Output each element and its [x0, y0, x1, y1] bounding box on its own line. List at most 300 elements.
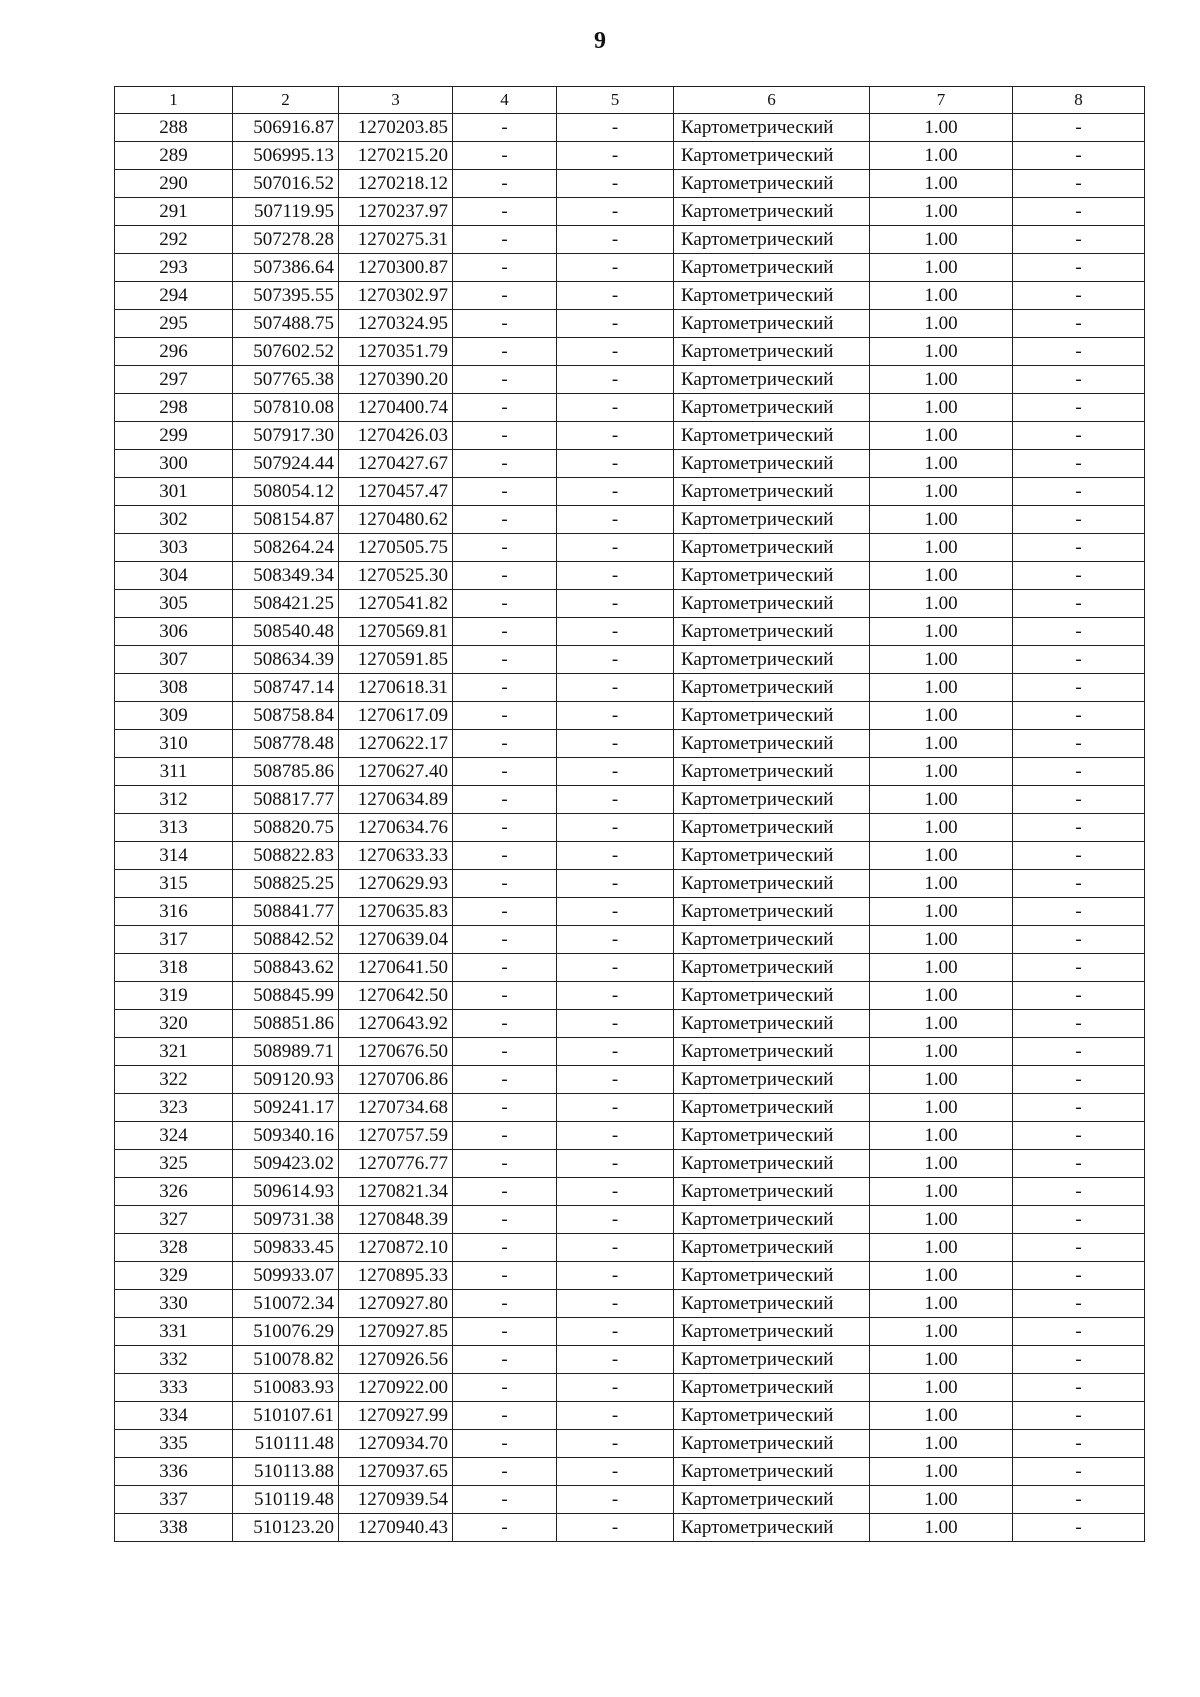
cell-coord-x: 507278.28 [233, 226, 339, 254]
cell-coord-x: 510119.48 [233, 1486, 339, 1514]
cell-col-4-value: - [453, 562, 557, 590]
cell-coord-y: 1270639.04 [339, 926, 453, 954]
cell-method: Картометрический [674, 1486, 870, 1514]
cell-coord-x: 507810.08 [233, 394, 339, 422]
cell-col-4-value: - [453, 1402, 557, 1430]
cell-accuracy: 1.00 [870, 1066, 1013, 1094]
table-row [115, 422, 1145, 450]
table-row [115, 450, 1145, 478]
cell-point-number: 303 [115, 534, 233, 562]
cell-col-4-value: - [453, 1150, 557, 1178]
cell-point-number: 313 [115, 814, 233, 842]
cell-method: Картометрический [674, 730, 870, 758]
cell-col-8-value: - [1013, 870, 1145, 898]
cell-col-4-value: - [453, 1486, 557, 1514]
cell-point-number: 311 [115, 758, 233, 786]
cell-accuracy: 1.00 [870, 366, 1013, 394]
cell-method: Картометрический [674, 1514, 870, 1542]
cell-col-5-value: - [557, 478, 674, 506]
cell-coord-y: 1270203.85 [339, 114, 453, 142]
cell-col-4-value: - [453, 1458, 557, 1486]
cell-coord-x: 508817.77 [233, 786, 339, 814]
cell-coord-x: 508785.86 [233, 758, 339, 786]
cell-col-5-value: - [557, 1262, 674, 1290]
cell-col-8-value: - [1013, 1514, 1145, 1542]
cell-method: Картометрический [674, 142, 870, 170]
table-row [115, 1234, 1145, 1262]
cell-point-number: 329 [115, 1262, 233, 1290]
cell-method: Картометрический [674, 198, 870, 226]
cell-method: Картометрический [674, 254, 870, 282]
cell-col-5-value: - [557, 1290, 674, 1318]
cell-method: Картометрический [674, 1010, 870, 1038]
cell-method: Картометрический [674, 1038, 870, 1066]
cell-accuracy: 1.00 [870, 1430, 1013, 1458]
cell-point-number: 331 [115, 1318, 233, 1346]
cell-point-number: 334 [115, 1402, 233, 1430]
cell-accuracy: 1.00 [870, 786, 1013, 814]
cell-col-8-value: - [1013, 702, 1145, 730]
cell-col-8-value: - [1013, 1150, 1145, 1178]
cell-col-4-value: - [453, 338, 557, 366]
cell-coord-y: 1270351.79 [339, 338, 453, 366]
cell-col-4-value: - [453, 1346, 557, 1374]
cell-coord-y: 1270525.30 [339, 562, 453, 590]
table-row [115, 1206, 1145, 1234]
cell-accuracy: 1.00 [870, 982, 1013, 1010]
cell-point-number: 330 [115, 1290, 233, 1318]
cell-col-8-value: - [1013, 1038, 1145, 1066]
cell-point-number: 305 [115, 590, 233, 618]
cell-coord-y: 1270937.65 [339, 1458, 453, 1486]
cell-point-number: 289 [115, 142, 233, 170]
cell-col-5-value: - [557, 450, 674, 478]
table-body [115, 114, 1145, 1542]
cell-coord-x: 506916.87 [233, 114, 339, 142]
cell-col-4-value: - [453, 366, 557, 394]
cell-col-4-value: - [453, 114, 557, 142]
cell-coord-x: 508989.71 [233, 1038, 339, 1066]
cell-col-5-value: - [557, 1486, 674, 1514]
cell-point-number: 314 [115, 842, 233, 870]
cell-col-5-value: - [557, 1066, 674, 1094]
cell-col-8-value: - [1013, 282, 1145, 310]
cell-col-4-value: - [453, 982, 557, 1010]
cell-coord-y: 1270218.12 [339, 170, 453, 198]
cell-point-number: 321 [115, 1038, 233, 1066]
cell-point-number: 295 [115, 310, 233, 338]
cell-col-4-value: - [453, 506, 557, 534]
table-row [115, 1318, 1145, 1346]
cell-coord-y: 1270633.33 [339, 842, 453, 870]
cell-method: Картометрический [674, 1150, 870, 1178]
cell-coord-y: 1270940.43 [339, 1514, 453, 1542]
cell-coord-y: 1270622.17 [339, 730, 453, 758]
cell-accuracy: 1.00 [870, 1346, 1013, 1374]
cell-col-8-value: - [1013, 170, 1145, 198]
cell-coord-x: 508747.14 [233, 674, 339, 702]
table-row [115, 366, 1145, 394]
cell-accuracy: 1.00 [870, 226, 1013, 254]
cell-point-number: 320 [115, 1010, 233, 1038]
cell-col-5-value: - [557, 1038, 674, 1066]
cell-coord-y: 1270302.97 [339, 282, 453, 310]
page-number: 9 [594, 28, 606, 54]
cell-coord-y: 1270480.62 [339, 506, 453, 534]
cell-accuracy: 1.00 [870, 1290, 1013, 1318]
header-row [115, 87, 1145, 114]
cell-accuracy: 1.00 [870, 562, 1013, 590]
cell-point-number: 310 [115, 730, 233, 758]
cell-col-4-value: - [453, 786, 557, 814]
cell-col-4-value: - [453, 674, 557, 702]
cell-point-number: 322 [115, 1066, 233, 1094]
cell-method: Картометрический [674, 282, 870, 310]
cell-col-5-value: - [557, 394, 674, 422]
cell-accuracy: 1.00 [870, 1206, 1013, 1234]
header-col-1: 1 [115, 87, 233, 114]
cell-method: Картометрический [674, 1234, 870, 1262]
cell-point-number: 336 [115, 1458, 233, 1486]
table-row [115, 142, 1145, 170]
cell-coord-y: 1270390.20 [339, 366, 453, 394]
cell-coord-y: 1270634.76 [339, 814, 453, 842]
cell-method: Картометрический [674, 338, 870, 366]
table-row [115, 310, 1145, 338]
cell-accuracy: 1.00 [870, 338, 1013, 366]
cell-method: Картометрический [674, 618, 870, 646]
cell-coord-x: 507924.44 [233, 450, 339, 478]
cell-method: Картометрический [674, 1402, 870, 1430]
cell-col-5-value: - [557, 1122, 674, 1150]
table-row [115, 618, 1145, 646]
cell-col-5-value: - [557, 982, 674, 1010]
cell-coord-x: 506995.13 [233, 142, 339, 170]
table-row [115, 1150, 1145, 1178]
cell-method: Картометрический [674, 870, 870, 898]
cell-coord-y: 1270872.10 [339, 1234, 453, 1262]
table-row [115, 254, 1145, 282]
table-row [115, 842, 1145, 870]
cell-method: Картометрический [674, 1290, 870, 1318]
cell-col-5-value: - [557, 1318, 674, 1346]
cell-accuracy: 1.00 [870, 114, 1013, 142]
cell-coord-x: 508843.62 [233, 954, 339, 982]
cell-col-4-value: - [453, 1066, 557, 1094]
cell-col-4-value: - [453, 1094, 557, 1122]
cell-col-8-value: - [1013, 450, 1145, 478]
cell-coord-x: 509120.93 [233, 1066, 339, 1094]
cell-point-number: 316 [115, 898, 233, 926]
table-row [115, 1010, 1145, 1038]
cell-point-number: 296 [115, 338, 233, 366]
cell-method: Картометрический [674, 646, 870, 674]
cell-coord-x: 508054.12 [233, 478, 339, 506]
cell-coord-y: 1270934.70 [339, 1430, 453, 1458]
cell-coord-x: 507488.75 [233, 310, 339, 338]
cell-accuracy: 1.00 [870, 1122, 1013, 1150]
cell-coord-x: 508540.48 [233, 618, 339, 646]
cell-col-8-value: - [1013, 1402, 1145, 1430]
cell-col-5-value: - [557, 226, 674, 254]
cell-col-8-value: - [1013, 1010, 1145, 1038]
cell-coord-y: 1270676.50 [339, 1038, 453, 1066]
cell-method: Картометрический [674, 310, 870, 338]
table-row [115, 702, 1145, 730]
cell-coord-y: 1270505.75 [339, 534, 453, 562]
cell-point-number: 291 [115, 198, 233, 226]
cell-col-8-value: - [1013, 842, 1145, 870]
cell-col-4-value: - [453, 1038, 557, 1066]
cell-col-8-value: - [1013, 1206, 1145, 1234]
cell-coord-x: 507386.64 [233, 254, 339, 282]
table-row [115, 394, 1145, 422]
cell-col-4-value: - [453, 198, 557, 226]
cell-coord-x: 510078.82 [233, 1346, 339, 1374]
cell-point-number: 293 [115, 254, 233, 282]
cell-col-5-value: - [557, 114, 674, 142]
cell-point-number: 292 [115, 226, 233, 254]
table-row [115, 1178, 1145, 1206]
table-row [115, 898, 1145, 926]
cell-method: Картометрический [674, 982, 870, 1010]
cell-coord-y: 1270776.77 [339, 1150, 453, 1178]
cell-accuracy: 1.00 [870, 758, 1013, 786]
cell-coord-y: 1270926.56 [339, 1346, 453, 1374]
cell-col-5-value: - [557, 1010, 674, 1038]
table-row [115, 1066, 1145, 1094]
cell-col-5-value: - [557, 898, 674, 926]
cell-col-8-value: - [1013, 982, 1145, 1010]
cell-accuracy: 1.00 [870, 590, 1013, 618]
cell-col-8-value: - [1013, 1318, 1145, 1346]
cell-col-5-value: - [557, 786, 674, 814]
cell-coord-x: 508421.25 [233, 590, 339, 618]
cell-col-8-value: - [1013, 534, 1145, 562]
cell-col-8-value: - [1013, 786, 1145, 814]
cell-accuracy: 1.00 [870, 926, 1013, 954]
cell-accuracy: 1.00 [870, 1038, 1013, 1066]
cell-coord-x: 508842.52 [233, 926, 339, 954]
cell-accuracy: 1.00 [870, 170, 1013, 198]
table-row [115, 282, 1145, 310]
cell-method: Картометрический [674, 814, 870, 842]
cell-col-4-value: - [453, 1262, 557, 1290]
cell-accuracy: 1.00 [870, 450, 1013, 478]
cell-col-4-value: - [453, 422, 557, 450]
cell-coord-y: 1270426.03 [339, 422, 453, 450]
header-col-4: 4 [453, 87, 557, 114]
cell-point-number: 328 [115, 1234, 233, 1262]
cell-col-5-value: - [557, 282, 674, 310]
cell-accuracy: 1.00 [870, 1178, 1013, 1206]
cell-col-4-value: - [453, 730, 557, 758]
cell-accuracy: 1.00 [870, 870, 1013, 898]
cell-coord-x: 507765.38 [233, 366, 339, 394]
cell-coord-x: 508778.48 [233, 730, 339, 758]
cell-coord-y: 1270618.31 [339, 674, 453, 702]
cell-coord-x: 507119.95 [233, 198, 339, 226]
cell-accuracy: 1.00 [870, 954, 1013, 982]
table-row [115, 954, 1145, 982]
cell-coord-y: 1270400.74 [339, 394, 453, 422]
cell-col-5-value: - [557, 1514, 674, 1542]
cell-accuracy: 1.00 [870, 506, 1013, 534]
cell-col-5-value: - [557, 646, 674, 674]
header-col-5: 5 [557, 87, 674, 114]
cell-coord-y: 1270634.89 [339, 786, 453, 814]
cell-accuracy: 1.00 [870, 1458, 1013, 1486]
cell-coord-y: 1270848.39 [339, 1206, 453, 1234]
cell-col-4-value: - [453, 478, 557, 506]
cell-coord-y: 1270927.85 [339, 1318, 453, 1346]
cell-point-number: 323 [115, 1094, 233, 1122]
cell-accuracy: 1.00 [870, 842, 1013, 870]
cell-col-4-value: - [453, 450, 557, 478]
cell-col-8-value: - [1013, 646, 1145, 674]
table-row [115, 590, 1145, 618]
cell-accuracy: 1.00 [870, 730, 1013, 758]
cell-coord-x: 507602.52 [233, 338, 339, 366]
cell-coord-x: 509340.16 [233, 1122, 339, 1150]
table-row [115, 814, 1145, 842]
cell-col-4-value: - [453, 170, 557, 198]
cell-coord-x: 509241.17 [233, 1094, 339, 1122]
cell-accuracy: 1.00 [870, 282, 1013, 310]
cell-point-number: 325 [115, 1150, 233, 1178]
table-row [115, 506, 1145, 534]
cell-coord-y: 1270541.82 [339, 590, 453, 618]
cell-point-number: 302 [115, 506, 233, 534]
cell-accuracy: 1.00 [870, 1318, 1013, 1346]
cell-col-4-value: - [453, 898, 557, 926]
cell-col-4-value: - [453, 254, 557, 282]
cell-col-8-value: - [1013, 226, 1145, 254]
cell-point-number: 304 [115, 562, 233, 590]
cell-method: Картометрический [674, 926, 870, 954]
cell-col-4-value: - [453, 1374, 557, 1402]
cell-coord-y: 1270591.85 [339, 646, 453, 674]
cell-coord-y: 1270237.97 [339, 198, 453, 226]
cell-coord-y: 1270734.68 [339, 1094, 453, 1122]
header-col-6: 6 [674, 87, 870, 114]
cell-col-4-value: - [453, 142, 557, 170]
cell-col-8-value: - [1013, 1346, 1145, 1374]
cell-point-number: 332 [115, 1346, 233, 1374]
table-row [115, 198, 1145, 226]
cell-coord-y: 1270215.20 [339, 142, 453, 170]
cell-coord-y: 1270642.50 [339, 982, 453, 1010]
cell-point-number: 333 [115, 1374, 233, 1402]
cell-col-8-value: - [1013, 674, 1145, 702]
cell-method: Картометрический [674, 842, 870, 870]
cell-coord-y: 1270939.54 [339, 1486, 453, 1514]
table-row [115, 478, 1145, 506]
table-row [115, 926, 1145, 954]
table-row [115, 1430, 1145, 1458]
table-row [115, 1458, 1145, 1486]
cell-coord-y: 1270922.00 [339, 1374, 453, 1402]
cell-coord-y: 1270617.09 [339, 702, 453, 730]
cell-coord-y: 1270629.93 [339, 870, 453, 898]
table-row [115, 1262, 1145, 1290]
cell-method: Картометрический [674, 674, 870, 702]
cell-method: Картометрический [674, 534, 870, 562]
cell-col-5-value: - [557, 1178, 674, 1206]
cell-col-5-value: - [557, 254, 674, 282]
cell-method: Картометрический [674, 226, 870, 254]
cell-coord-x: 510083.93 [233, 1374, 339, 1402]
cell-col-8-value: - [1013, 618, 1145, 646]
table-row [115, 1374, 1145, 1402]
cell-method: Картометрический [674, 478, 870, 506]
cell-col-4-value: - [453, 1178, 557, 1206]
cell-col-4-value: - [453, 814, 557, 842]
table-row [115, 870, 1145, 898]
cell-col-5-value: - [557, 170, 674, 198]
table-row [115, 226, 1145, 254]
cell-point-number: 327 [115, 1206, 233, 1234]
cell-col-4-value: - [453, 1010, 557, 1038]
cell-point-number: 298 [115, 394, 233, 422]
cell-accuracy: 1.00 [870, 646, 1013, 674]
cell-coord-x: 508154.87 [233, 506, 339, 534]
cell-col-5-value: - [557, 674, 674, 702]
cell-accuracy: 1.00 [870, 1514, 1013, 1542]
cell-point-number: 308 [115, 674, 233, 702]
cell-col-8-value: - [1013, 1486, 1145, 1514]
cell-point-number: 337 [115, 1486, 233, 1514]
cell-method: Картометрический [674, 366, 870, 394]
cell-col-4-value: - [453, 646, 557, 674]
cell-col-8-value: - [1013, 142, 1145, 170]
cell-coord-x: 508820.75 [233, 814, 339, 842]
cell-col-5-value: - [557, 1094, 674, 1122]
cell-col-5-value: - [557, 1374, 674, 1402]
cell-col-5-value: - [557, 1206, 674, 1234]
cell-coord-y: 1270706.86 [339, 1066, 453, 1094]
cell-coord-y: 1270427.67 [339, 450, 453, 478]
cell-coord-y: 1270569.81 [339, 618, 453, 646]
cell-coord-x: 509731.38 [233, 1206, 339, 1234]
cell-col-5-value: - [557, 730, 674, 758]
cell-col-5-value: - [557, 702, 674, 730]
cell-coord-x: 509933.07 [233, 1262, 339, 1290]
cell-col-4-value: - [453, 702, 557, 730]
cell-point-number: 294 [115, 282, 233, 310]
cell-method: Картометрический [674, 1094, 870, 1122]
table-row [115, 338, 1145, 366]
table-row [115, 534, 1145, 562]
cell-accuracy: 1.00 [870, 1094, 1013, 1122]
cell-col-5-value: - [557, 870, 674, 898]
cell-coord-x: 508825.25 [233, 870, 339, 898]
cell-coord-y: 1270300.87 [339, 254, 453, 282]
header-col-3: 3 [339, 87, 453, 114]
cell-col-4-value: - [453, 1290, 557, 1318]
cell-col-4-value: - [453, 1430, 557, 1458]
cell-method: Картометрический [674, 1066, 870, 1094]
cell-col-8-value: - [1013, 422, 1145, 450]
cell-accuracy: 1.00 [870, 702, 1013, 730]
cell-coord-y: 1270627.40 [339, 758, 453, 786]
cell-coord-x: 510072.34 [233, 1290, 339, 1318]
cell-method: Картометрический [674, 1374, 870, 1402]
cell-point-number: 312 [115, 786, 233, 814]
table-row [115, 730, 1145, 758]
cell-method: Картометрический [674, 1430, 870, 1458]
cell-col-5-value: - [557, 534, 674, 562]
